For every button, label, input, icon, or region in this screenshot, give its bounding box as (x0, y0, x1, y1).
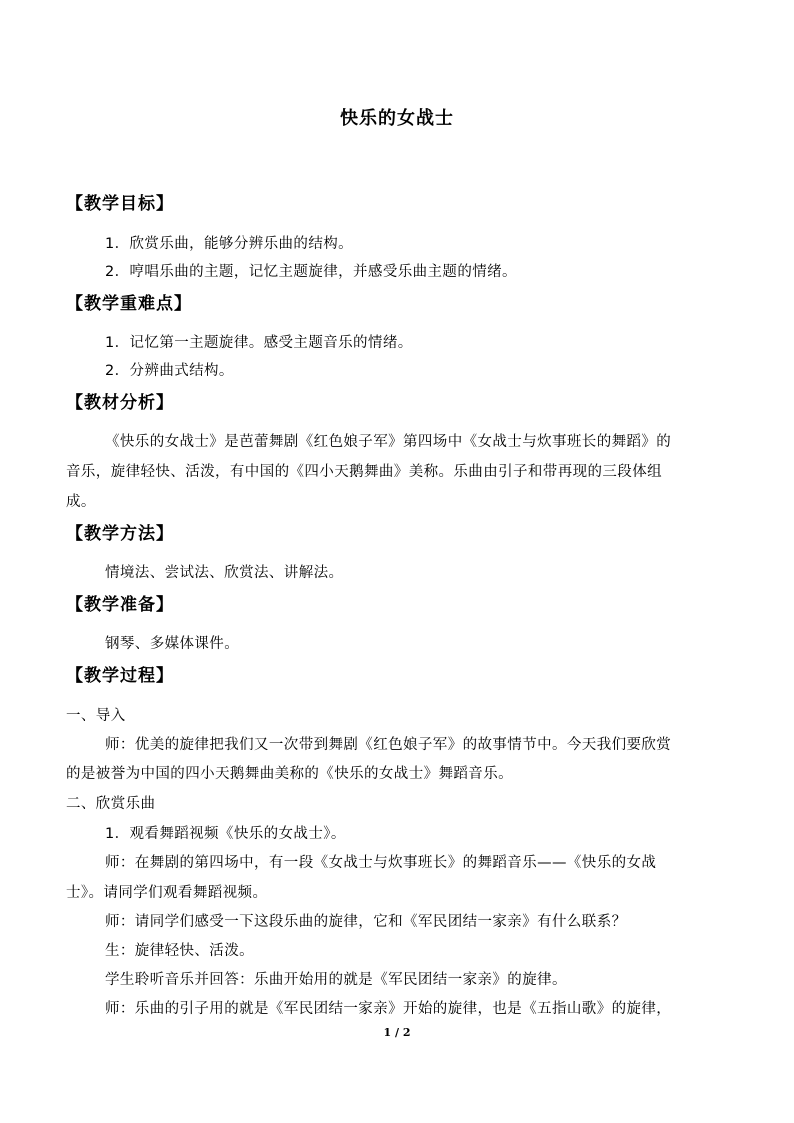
process-part2-line-7: 师：乐曲的引子用的就是《军民团结一家亲》开始的旋律，也是《五指山歌》的旋律， (105, 1001, 672, 1017)
process-part2-line-3: 士》。请同学们观看舞蹈视频。 (66, 885, 268, 901)
heading-teaching-goals: 【教学目标】 (66, 194, 174, 214)
process-part2-line-4: 师：请同学们感受一下这段乐曲的旋律，它和《军民团结一家亲》有什么联系？ (105, 914, 627, 930)
heading-teaching-methods: 【教学方法】 (66, 524, 174, 544)
key-point-item-1: 1．记忆第一主题旋律。感受主题音乐的情绪。 (105, 335, 413, 351)
process-part2-line-1: 1．观看舞蹈视频《快乐的女战士》。 (105, 826, 346, 842)
heading-teaching-preparation: 【教学准备】 (66, 595, 174, 615)
process-part1-title: 一、导入 (66, 708, 126, 724)
page-number: 1 / 2 (383, 1026, 411, 1039)
process-part2-line-5: 生：旋律轻快、活泼。 (105, 943, 254, 959)
key-point-item-2: 2．分辨曲式结构。 (105, 363, 234, 379)
page-title: 快乐的女战士 (340, 108, 454, 129)
goal-item-1: 1．欣赏乐曲，能够分辨乐曲的结构。 (105, 236, 354, 252)
process-part2-title: 二、欣赏乐曲 (66, 796, 156, 812)
methods-text: 情境法、尝试法、欣赏法、讲解法。 (105, 565, 344, 581)
process-part1-line-1: 师：优美的旋律把我们又一次带到舞剧《红色娘子军》的故事情节中。今天我们要欣赏 (105, 737, 672, 753)
heading-teaching-process: 【教学过程】 (66, 666, 174, 686)
analysis-line-3: 成。 (66, 494, 96, 510)
goal-item-2: 2．哼唱乐曲的主题，记忆主题旋律，并感受乐曲主题的情绪。 (105, 264, 517, 280)
process-part2-line-6: 学生聆听音乐并回答：乐曲开始用的就是《军民团结一家亲》的旋律。 (105, 972, 567, 988)
process-part1-line-2: 的是被誉为中国的四小天鹅舞曲美称的《快乐的女战士》舞蹈音乐。 (66, 766, 513, 782)
analysis-line-2: 音乐，旋律轻快、活泼，有中国的《四小天鹅舞曲》美称。乐曲由引子和带再现的三段体组 (66, 464, 662, 480)
preparation-text: 钢琴、多媒体课件。 (105, 636, 240, 652)
analysis-line-1: 《快乐的女战士》是芭蕾舞剧《红色娘子军》第四场中《女战士与炊事班长的舞蹈》的 (105, 434, 672, 450)
process-part2-line-2: 师：在舞剧的第四场中，有一段《女战士与炊事班长》的舞蹈音乐——《快乐的女战 (105, 855, 657, 871)
heading-key-points: 【教学重难点】 (66, 294, 192, 314)
heading-material-analysis: 【教材分析】 (66, 393, 174, 413)
